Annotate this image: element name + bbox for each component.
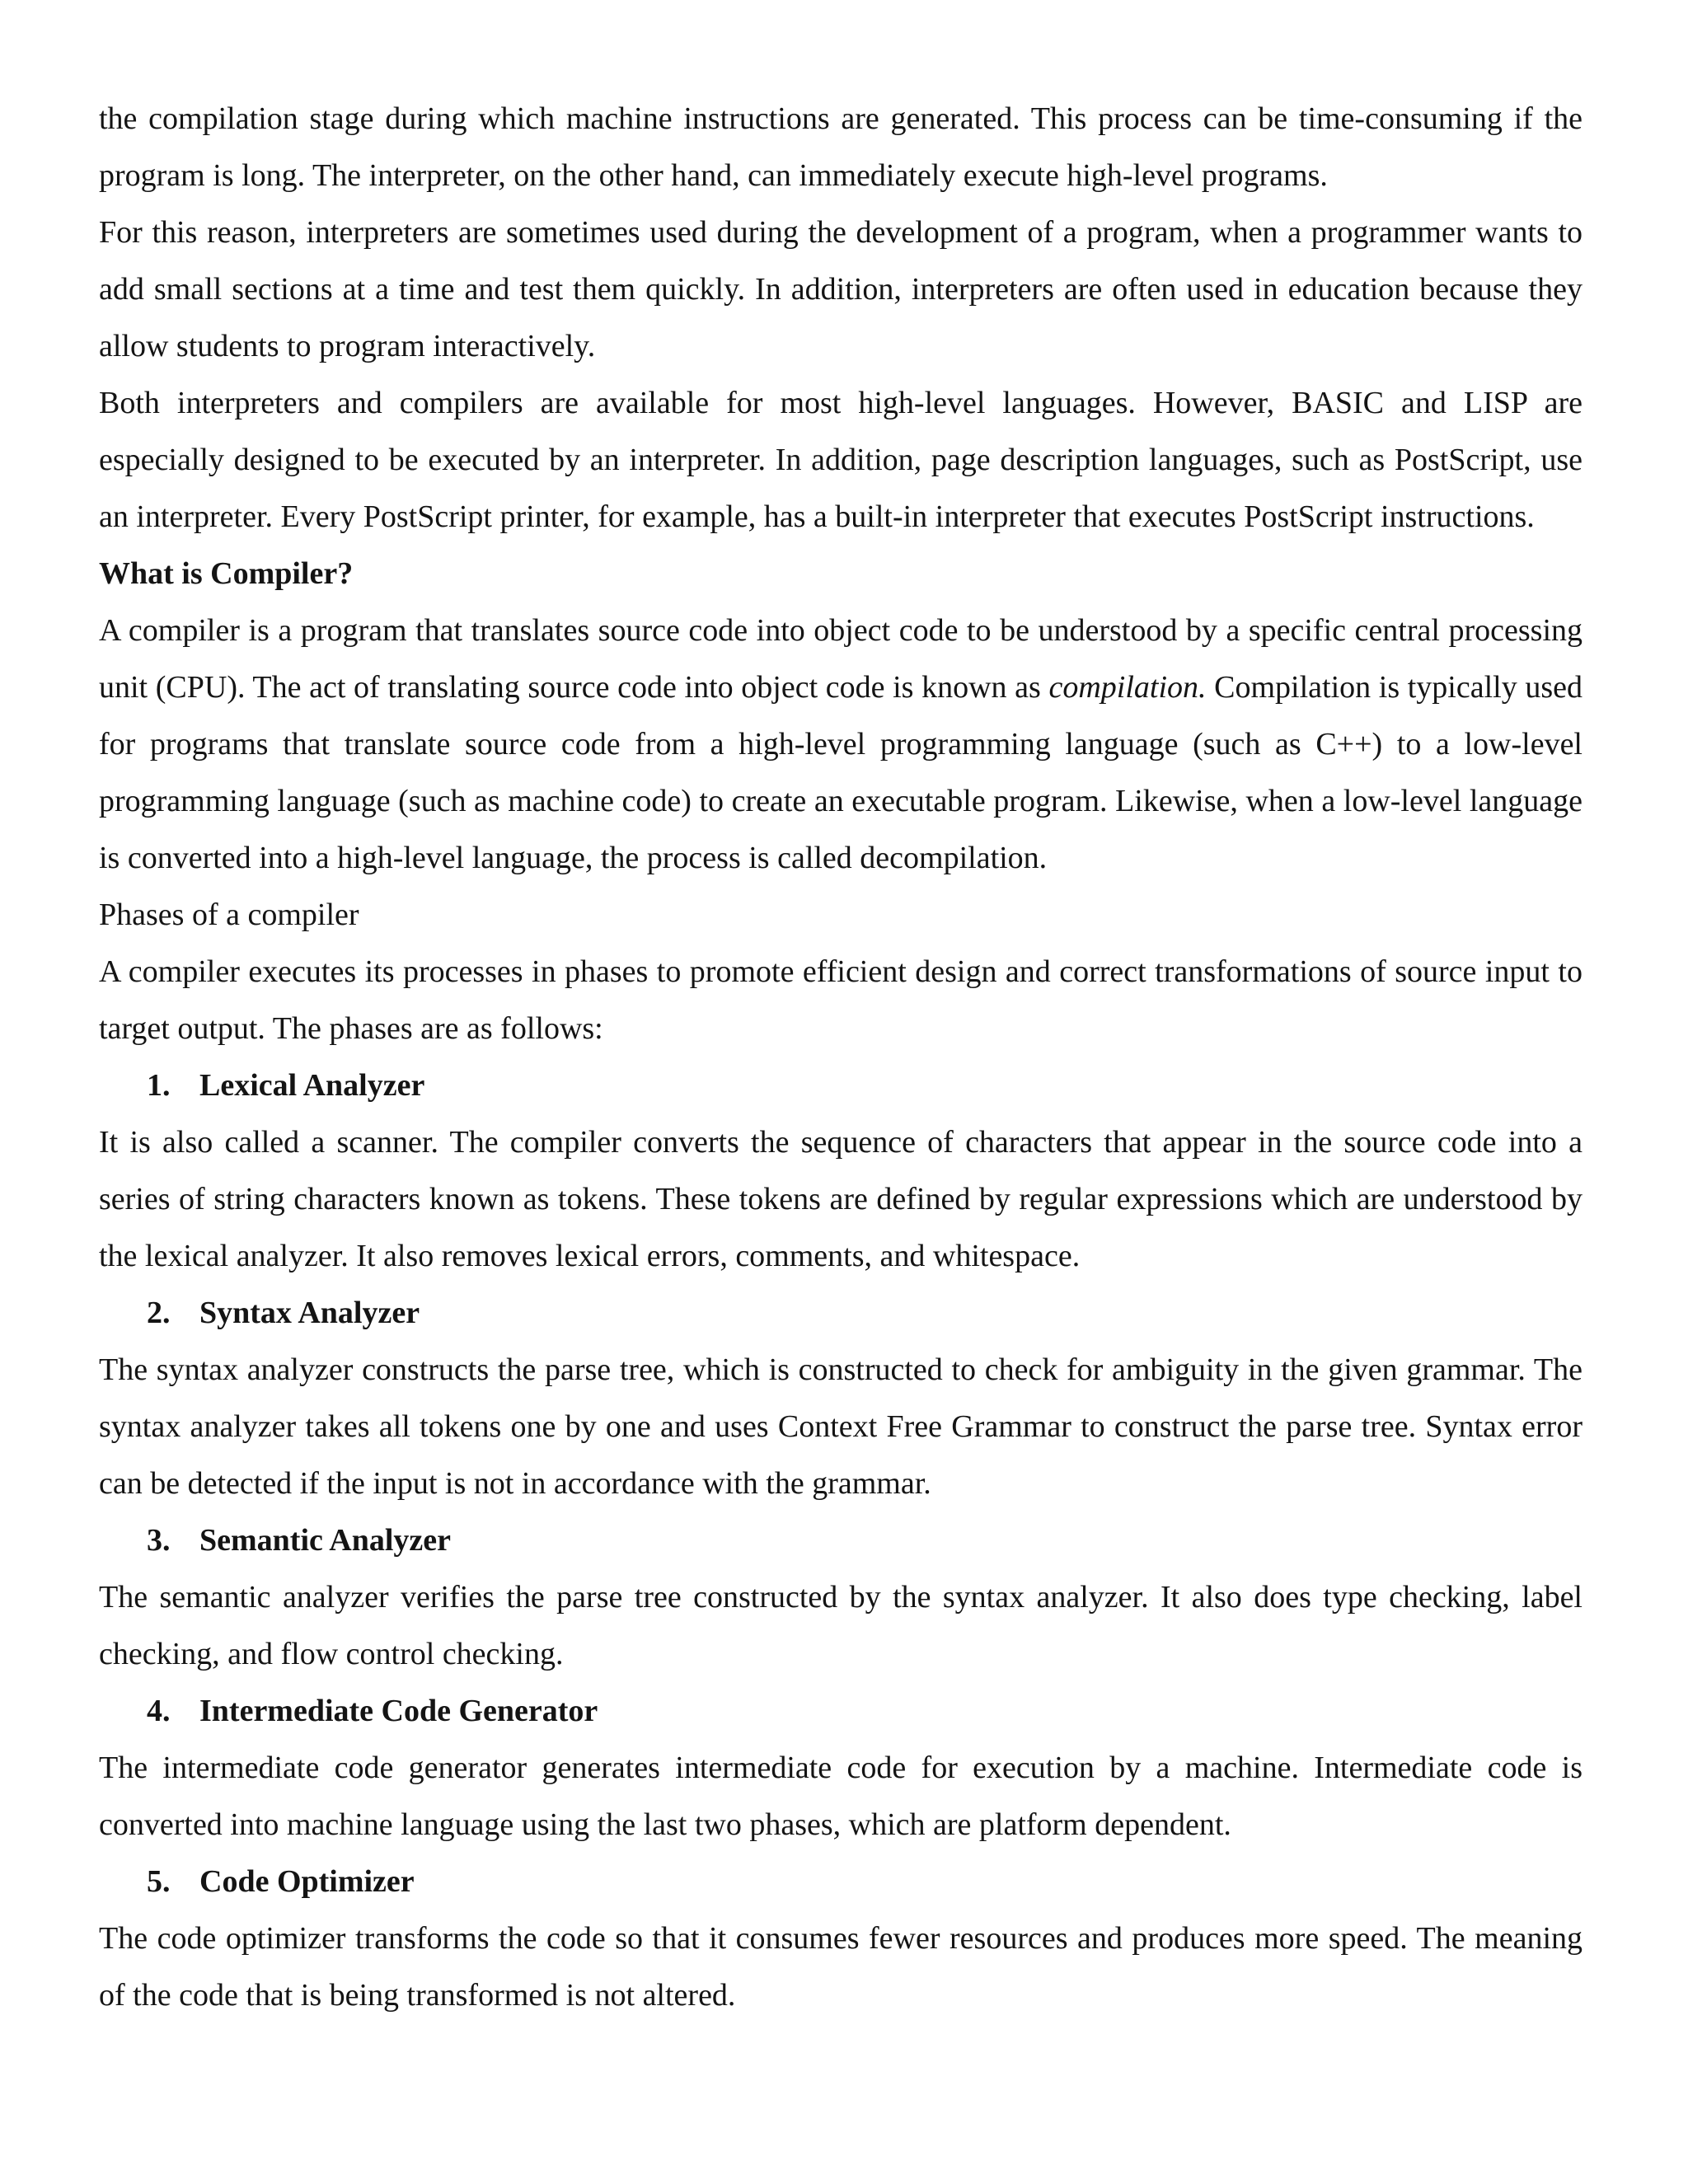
compilation-term: compilation.	[1048, 670, 1207, 705]
phase-number: 4.	[147, 1694, 171, 1728]
paragraph-syntax-analyzer: The syntax analyzer constructs the parse tree, which is constructed to check for ambiguity in the given grammar. The syntax analyzer takes all tokens one by one and uses Context Free Grammar to construct the parse tree. Syntax error can be detected if the input is not in accordance with the grammar.	[99, 1352, 1582, 1501]
paragraph-phases-intro: A compiler executes its processes in phases to promote efficient design and correct transformations of source input to target output. The phases are as follows:	[99, 954, 1582, 1046]
compiler-definition-text: A compiler is a program that translates source code into object code to be understood by a specific central processing unit (CPU). The act of translating source code into object code is known as	[99, 613, 1582, 705]
phases-heading: Phases of a compiler	[99, 898, 359, 932]
phase-number: 2.	[147, 1296, 171, 1330]
phase-heading-code-optimizer	[99, 1854, 1582, 1910]
phase-heading-intermediate-code-generator	[99, 1683, 1582, 1740]
paragraph-semantic-analyzer: The semantic analyzer verifies the parse tree constructed by the syntax analyzer. It also does type checking, label checking, and flow control checking.	[99, 1580, 1582, 1671]
paragraph-lexical-analyzer: It is also called a scanner. The compiler converts the sequence of characters that appear in the source code into a series of string characters known as tokens. These tokens are defined by regular expressions which are understood by the lexical analyzer. It also removes lexical errors, comments, and whitespace.	[99, 1125, 1582, 1273]
phase-title: Code Optimizer	[199, 1864, 415, 1899]
paragraph-code-optimizer: The code optimizer transforms the code so that it consumes fewer resources and produces more speed. The meaning of the code that is being transformed is not altered.	[99, 1921, 1582, 2013]
compiler-definition-text-continued: Compilation is typically used for programs that translate source code from a high-level programming language (such as C++) to a low-level programming language (such as machine code) to create an executable program. Likewise, when a low-level language is converted into a high-level language, the process is called decompilation.	[99, 670, 1582, 875]
paragraph-compiler-definition	[99, 602, 1582, 887]
phase-heading-semantic-analyzer	[99, 1512, 1582, 1569]
paragraph-intermediate-code-generator: The intermediate code generator generates intermediate code for execution by a machine. Intermediate code is converted into machine language using the last two phases, which are platform dependent.	[99, 1750, 1582, 1842]
section-heading-what-is-compiler: What is Compiler?	[99, 556, 354, 591]
paragraph-interpreters-and-compilers: Both interpreters and compilers are available for most high-level languages. However, BASIC and LISP are especially designed to be executed by an interpreter. In addition, page description languages, such as PostScript, use an interpreter. Every PostScript printer, for example, has a built-in interpreter that executes PostScript instructions.	[99, 386, 1582, 534]
paragraph-interpreter-development: For this reason, interpreters are sometimes used during the development of a program, when a programmer wants to add small sections at a time and test them quickly. In addition, interpreters are often used in education because they allow students to program interactively.	[99, 215, 1582, 363]
paragraph-compilation-stage: the compilation stage during which machine instructions are generated. This process can be time-consuming if the program is long. The interpreter, on the other hand, can immediately execute high-level programs.	[99, 101, 1582, 193]
document-page	[99, 91, 1582, 2024]
phase-title: Syntax Analyzer	[199, 1296, 420, 1330]
phase-number: 1.	[147, 1068, 171, 1103]
phase-number: 5.	[147, 1864, 171, 1899]
phase-heading-lexical-analyzer	[99, 1057, 1582, 1114]
phase-heading-syntax-analyzer	[99, 1285, 1582, 1342]
phase-title: Semantic Analyzer	[199, 1523, 452, 1558]
phase-title: Lexical Analyzer	[199, 1068, 425, 1103]
phase-number: 3.	[147, 1523, 171, 1558]
phase-title: Intermediate Code Generator	[199, 1694, 598, 1728]
